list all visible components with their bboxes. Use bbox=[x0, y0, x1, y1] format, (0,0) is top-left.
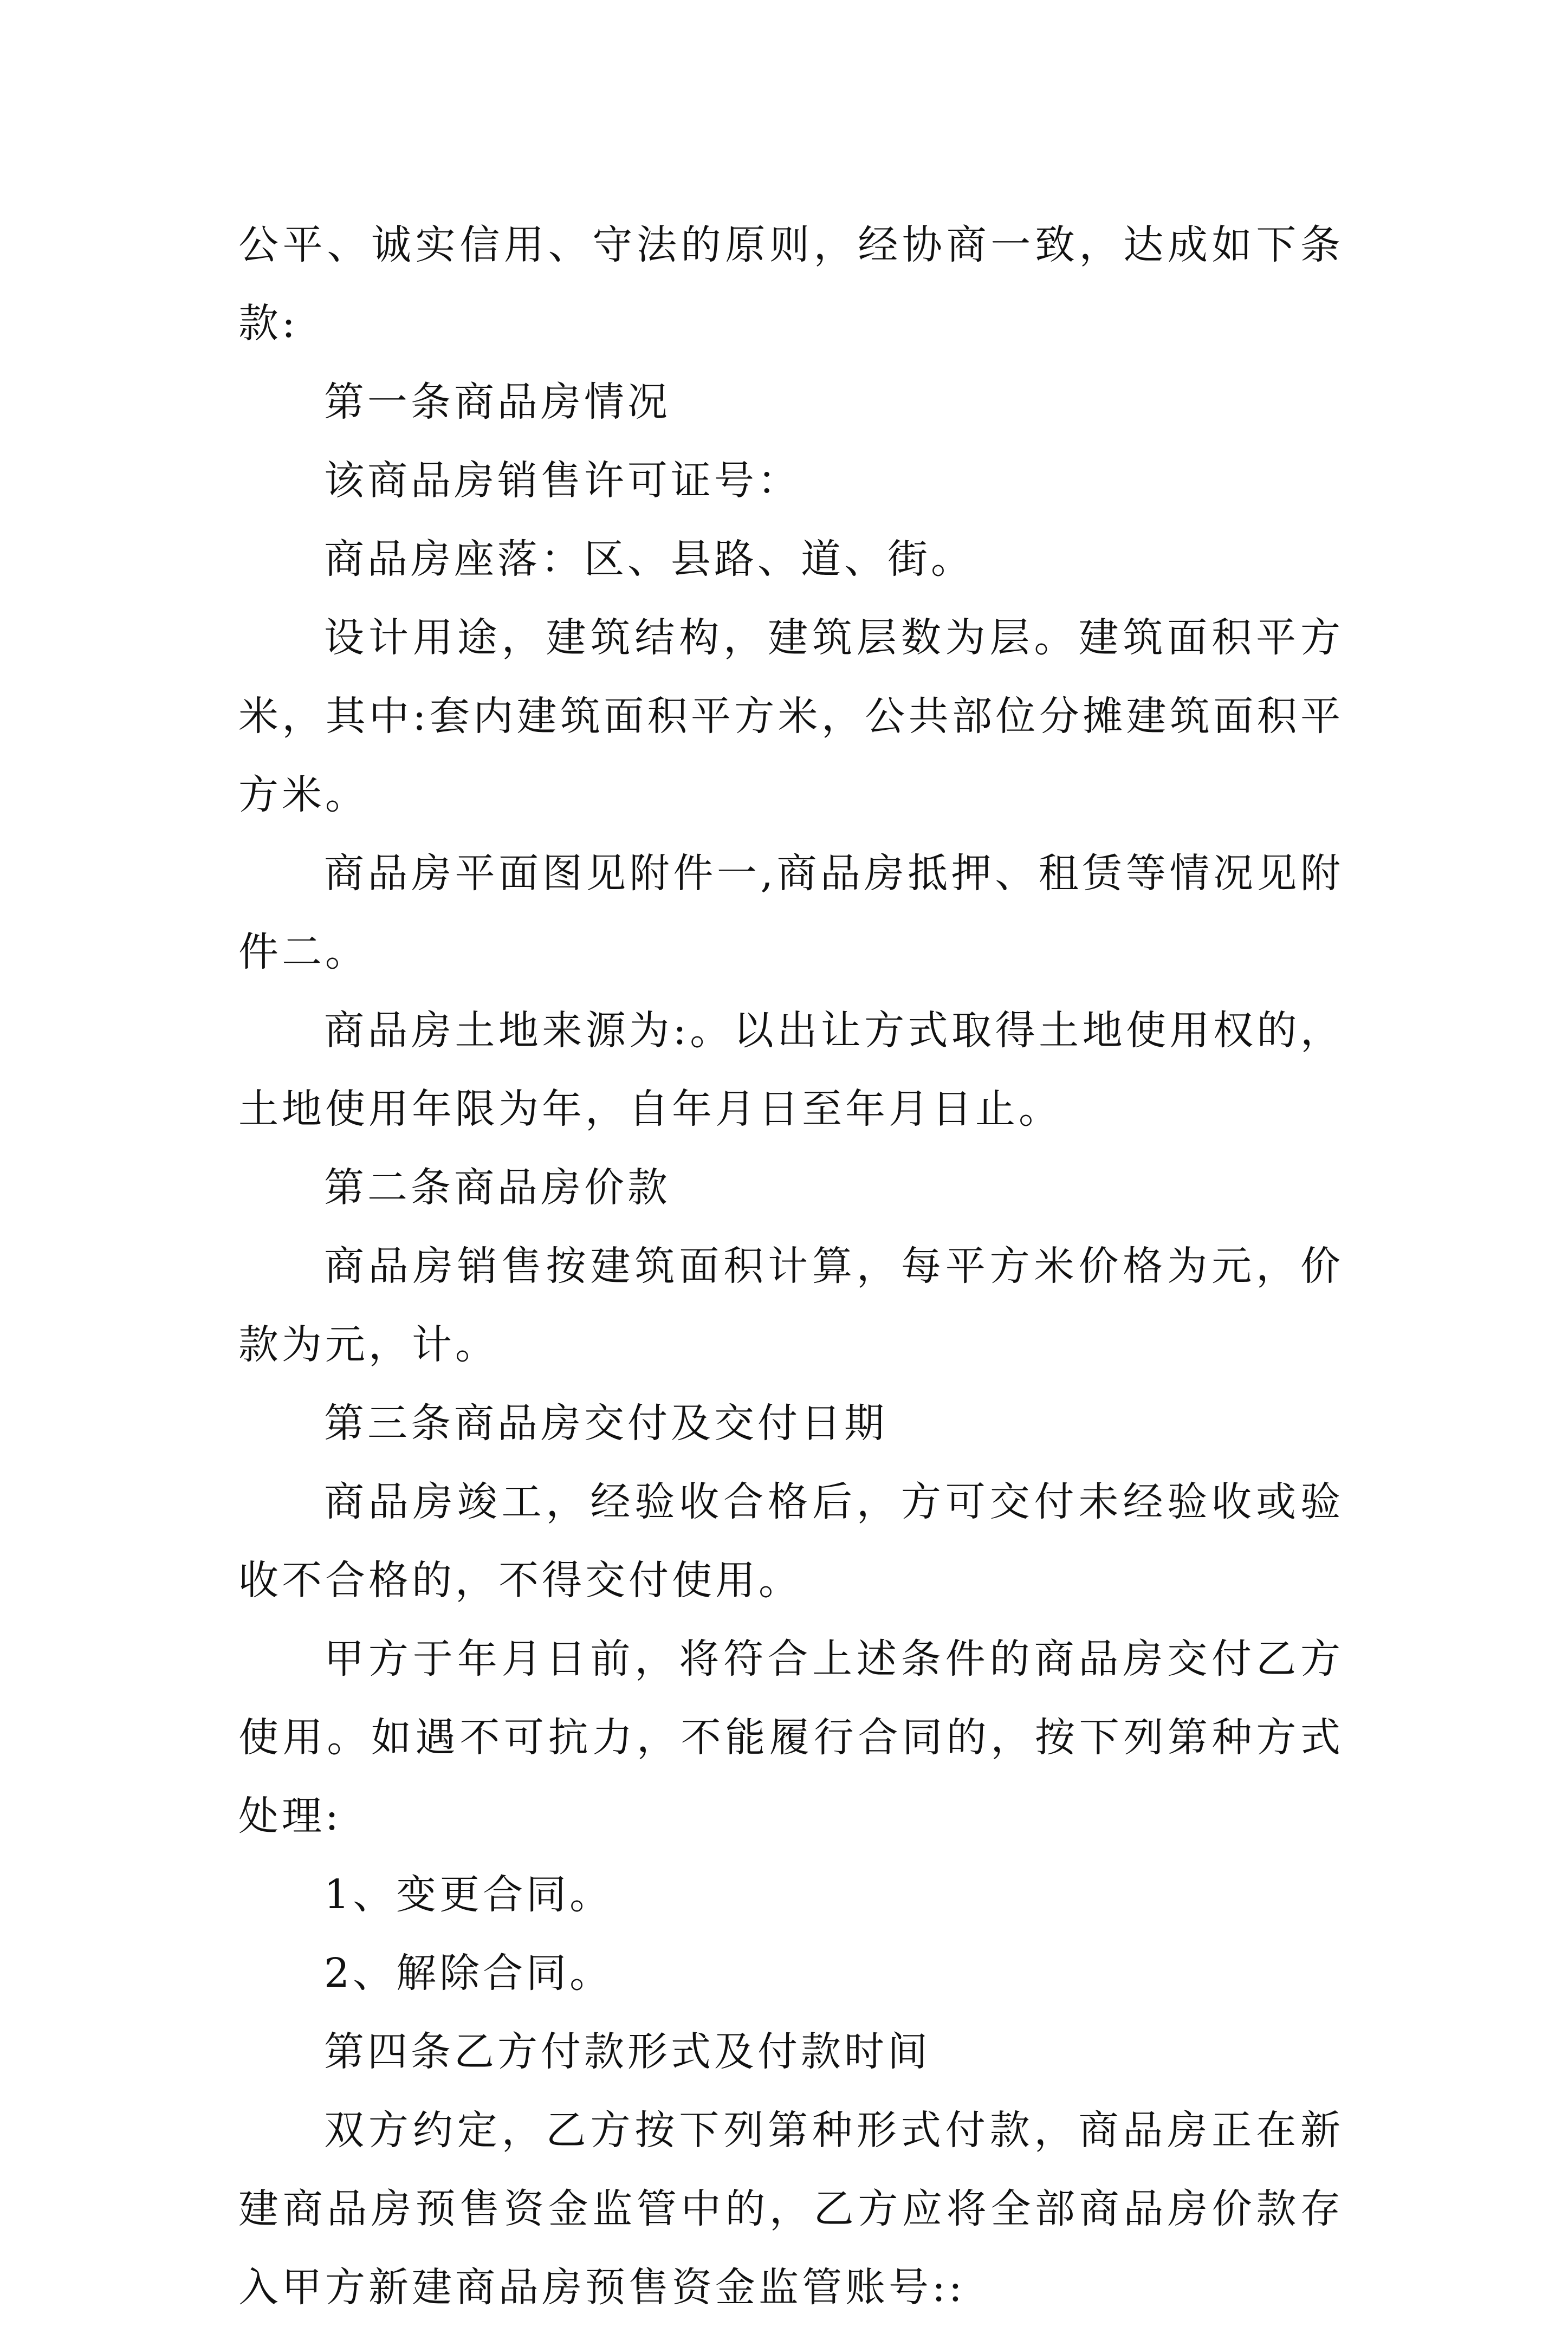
list-item: 1、变更合同。 bbox=[324, 1871, 613, 1918]
paragraph: 商品房座落：区、县路、道、街。 bbox=[324, 536, 974, 582]
article-3-heading: 第三条商品房交付及交付日期 bbox=[324, 1400, 887, 1447]
paragraph: 商品房竣工，经验收合格后，方可交付未经验收或验收不合格的，不得交付使用。 bbox=[238, 1479, 1344, 1604]
document-body bbox=[238, 206, 1344, 2327]
paragraph: 甲方于年月日前，将符合上述条件的商品房交付乙方使用。如遇不可抗力，不能履行合同的，按下列第种方式处理: bbox=[238, 1636, 1344, 1839]
article-2-heading: 第二条商品房价款 bbox=[324, 1164, 671, 1211]
list-item: 2、解除合同。 bbox=[324, 1950, 613, 1997]
paragraph: 双方约定，乙方按下列第种形式付款，商品房正在新建商品房预售资金监管中的，乙方应将全部商品房价款存入甲方新建商品房预售资金监管账号:: bbox=[238, 2107, 1344, 2311]
article-4-heading: 第四条乙方付款形式及付款时间 bbox=[324, 2028, 931, 2075]
article-1-heading: 第一条商品房情况 bbox=[324, 379, 671, 425]
paragraph: 该商品房销售许可证号： bbox=[324, 457, 801, 504]
paragraph: 商品房平面图见附件一,商品房抵押、租赁等情况见附件二。 bbox=[238, 850, 1344, 975]
paragraph-continuation: 公平、诚实信用、守法的原则，经协商一致，达成如下条款: bbox=[238, 222, 1344, 347]
paragraph: 设计用途，建筑结构，建筑层数为层。建筑面积平方米，其中:套内建筑面积平方米，公共部位分摊建筑面积平方米。 bbox=[238, 614, 1344, 818]
paragraph: 商品房土地来源为:。以出让方式取得土地使用权的，土地使用年限为年，自年月日至年月日止。 bbox=[238, 1007, 1344, 1132]
paragraph: 商品房销售按建筑面积计算，每平方米价格为元，价款为元，计。 bbox=[238, 1243, 1344, 1368]
